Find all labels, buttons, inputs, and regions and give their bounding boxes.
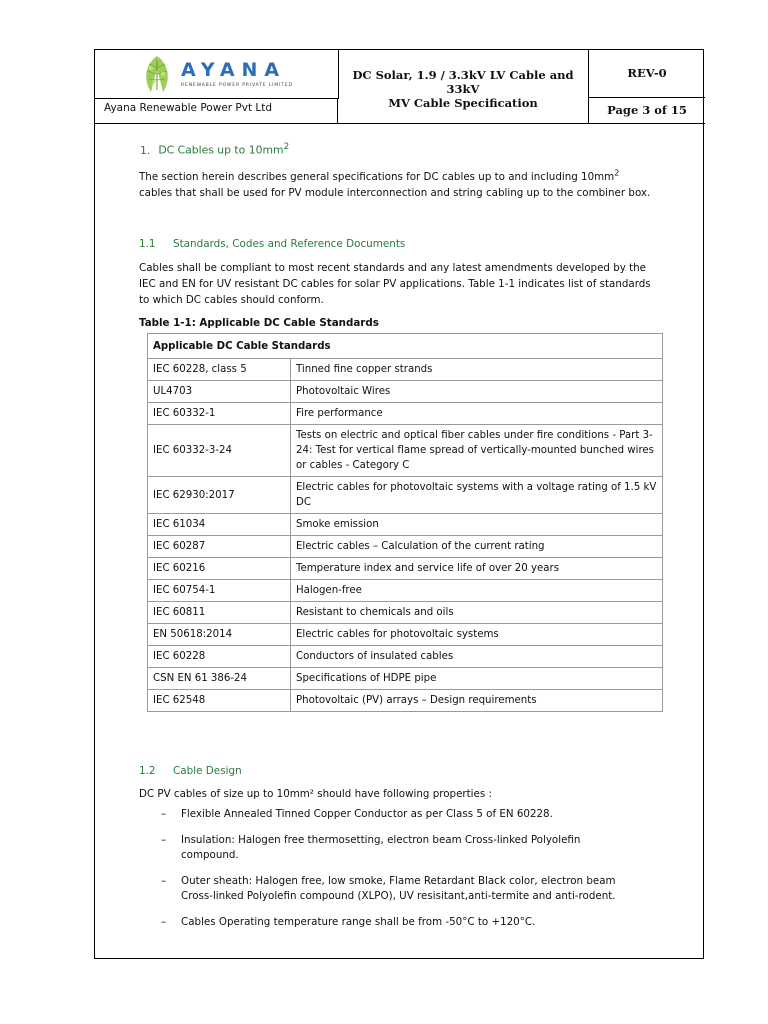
- standard-description-cell: Fire performance: [291, 403, 663, 425]
- section-1-title: DC Cables up to 10mm: [158, 143, 284, 157]
- leaf-logo-icon: [139, 54, 175, 94]
- dash-bullet-icon: –: [161, 915, 167, 928]
- list-item: [139, 915, 639, 931]
- standard-description-cell: Electric cables – Calculation of the current rating: [291, 536, 663, 558]
- list-item-text: Insulation: Halogen free thermosetting, electron beam Cross-linked Polyolefin compound.: [181, 833, 581, 861]
- section-1-2-title: Cable Design: [173, 765, 242, 777]
- cable-design-list: [139, 807, 639, 940]
- standard-code-cell: IEC 60228, class 5: [148, 359, 291, 381]
- list-item: [139, 807, 639, 823]
- document-title-line1: DC Solar, 1.9 / 3.3kV LV Cable and 33kV: [352, 68, 574, 96]
- list-item-text: Outer sheath: Halogen free, low smoke, Flame Retardant Black color, electron beam Cross-linked Polyolefin compound (XLPO), UV resisitant,anti-termite and anti-rodent.: [181, 874, 616, 902]
- standard-description-cell: Halogen-free: [291, 580, 663, 602]
- standard-description-cell: Photovoltaic (PV) arrays – Design requirements: [291, 690, 663, 712]
- table-caption: Table 1-1: Applicable DC Cable Standards: [139, 317, 379, 329]
- table-row: [148, 425, 663, 477]
- standard-description-cell: Photovoltaic Wires: [291, 381, 663, 403]
- document-header: [95, 50, 703, 124]
- table-row: [148, 602, 663, 624]
- table-row: [148, 536, 663, 558]
- section-1-heading: [140, 139, 289, 159]
- list-item-text: Cables Operating temperature range shall be from -50°C to +120°C.: [181, 915, 536, 928]
- standard-description-cell: Temperature index and service life of over 20 years: [291, 558, 663, 580]
- standard-code-cell: IEC 60332-3-24: [148, 425, 291, 477]
- logo-subtitle: RENEWABLE POWER PRIVATE LIMITED: [181, 83, 293, 88]
- dash-bullet-icon: –: [161, 808, 167, 820]
- standard-code-cell: IEC 60287: [148, 536, 291, 558]
- standard-code-cell: IEC 60216: [148, 558, 291, 580]
- table-row: [148, 668, 663, 690]
- standards-table: [147, 333, 663, 712]
- standard-code-cell: IEC 60228: [148, 646, 291, 668]
- section-1-1-heading: [139, 236, 405, 252]
- section-1-intro-text-a: The section herein describes general specifications for DC cables up to and including 10mm: [139, 171, 615, 183]
- revision-label: REV-0: [589, 50, 705, 98]
- section-1-2-number: 1.2: [139, 765, 156, 777]
- standard-description-cell: Resistant to chemicals and oils: [291, 602, 663, 624]
- standard-code-cell: IEC 60811: [148, 602, 291, 624]
- section-1-number: 1.: [140, 143, 151, 157]
- section-1-1-body: Cables shall be compliant to most recent standards and any latest amendments developed by the IEC and EN for UV resistant DC cables for solar PV applications. Table 1-1 indicates list of standards to which DC cables should conform.: [139, 262, 651, 306]
- standard-description-cell: Tests on electric and optical fiber cables under fire conditions - Part 3-24: Test for vertical flame spread of vertically-mounted bunched wires or cables - Category C: [291, 425, 663, 477]
- standard-description-cell: Tinned fine copper strands: [291, 359, 663, 381]
- standard-code-cell: IEC 60332-1: [148, 403, 291, 425]
- section-1-title-superscript: 2: [283, 142, 290, 152]
- logo-cell: [95, 50, 339, 99]
- table-row: [148, 558, 663, 580]
- table-row: [148, 646, 663, 668]
- table-header: Applicable DC Cable Standards: [148, 334, 663, 359]
- standard-code-cell: IEC 60754-1: [148, 580, 291, 602]
- standard-code-cell: IEC 62930:2017: [148, 477, 291, 514]
- table-row: [148, 359, 663, 381]
- standard-code-cell: CSN EN 61 386-24: [148, 668, 291, 690]
- section-1-2-heading: [139, 763, 242, 779]
- table-row: [148, 403, 663, 425]
- standard-description-cell: Specifications of HDPE pipe: [291, 668, 663, 690]
- logo-wordmark: AYANA: [181, 59, 287, 81]
- page-number: Page 3 of 15: [589, 98, 705, 124]
- standard-code-cell: UL4703: [148, 381, 291, 403]
- list-item-text: Flexible Annealed Tinned Copper Conductor as per Class 5 of EN 60228.: [181, 808, 553, 820]
- section-1-1-title: Standards, Codes and Reference Documents: [173, 238, 406, 250]
- standard-code-cell: IEC 61034: [148, 514, 291, 536]
- standard-description-cell: Smoke emission: [291, 514, 663, 536]
- section-1-intro: [139, 169, 654, 201]
- standard-description-cell: Conductors of insulated cables: [291, 646, 663, 668]
- company-name: Ayana Renewable Power Pvt Ltd: [95, 98, 338, 124]
- table-body: [148, 359, 663, 712]
- table-row: [148, 624, 663, 646]
- standard-description-cell: Electric cables for photovoltaic systems with a voltage rating of 1.5 kV DC: [291, 477, 663, 514]
- table-row: [148, 514, 663, 536]
- section-1-intro-text-b: cables that shall be used for PV module interconnection and string cabling up to the combiner box.: [139, 187, 651, 199]
- dash-bullet-icon: –: [161, 874, 167, 887]
- standard-code-cell: IEC 62548: [148, 690, 291, 712]
- document-title: [338, 50, 589, 124]
- section-1-intro-superscript: 2: [614, 168, 620, 178]
- standard-description-cell: Electric cables for photovoltaic systems: [291, 624, 663, 646]
- document-page: [94, 49, 704, 959]
- section-1-1-number: 1.1: [139, 238, 156, 250]
- table-row: [148, 381, 663, 403]
- table-row: [148, 477, 663, 514]
- list-item: [139, 833, 639, 864]
- table-row: [148, 690, 663, 712]
- section-1-2-intro: DC PV cables of size up to 10mm² should have following properties :: [139, 788, 492, 800]
- list-item: [139, 874, 639, 905]
- dash-bullet-icon: –: [161, 833, 167, 846]
- table-header-row: [148, 334, 663, 359]
- standard-code-cell: EN 50618:2014: [148, 624, 291, 646]
- table-row: [148, 580, 663, 602]
- document-title-line2: MV Cable Specification: [388, 96, 538, 110]
